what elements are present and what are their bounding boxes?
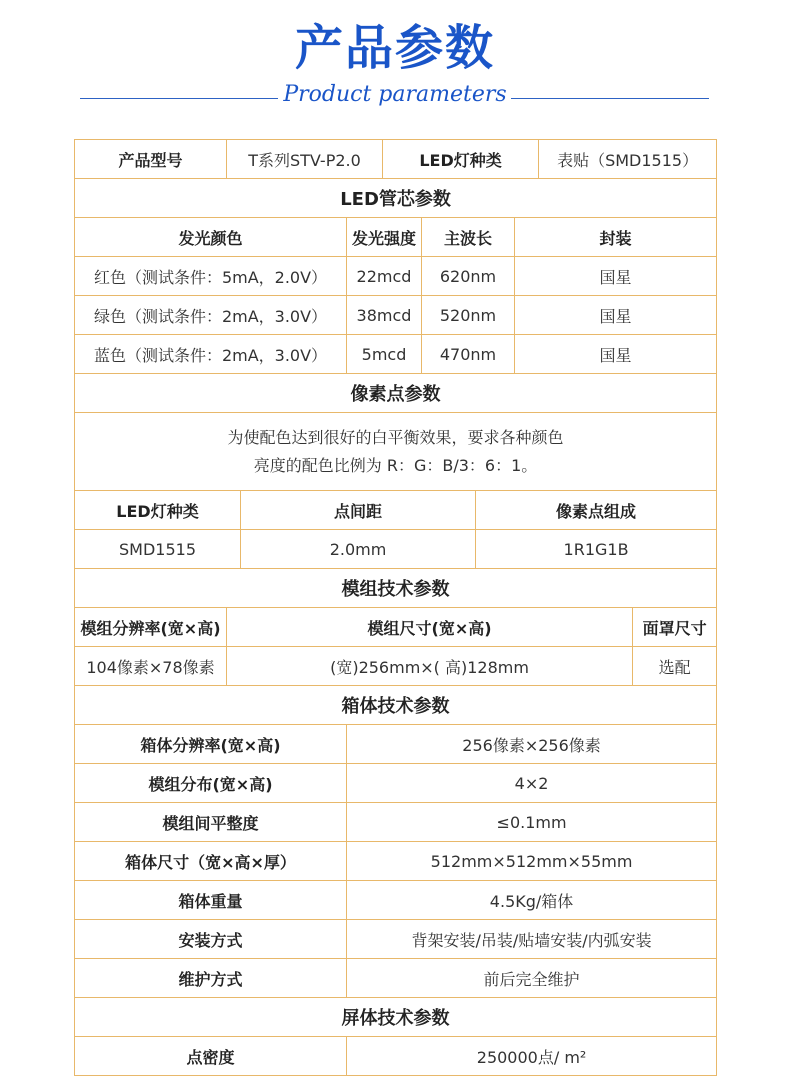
product-row — [75, 140, 717, 179]
row-value: 512mm×512mm×55mm — [347, 842, 717, 881]
column-header: 点间距 — [241, 491, 476, 530]
table-header-row — [75, 218, 717, 257]
page-title: 产品参数 — [294, 20, 495, 76]
table-row — [75, 1037, 717, 1076]
section-title: 屏体技术参数 — [75, 998, 717, 1037]
section-cabinet — [75, 686, 717, 725]
section-title: 模组技术参数 — [75, 569, 717, 608]
column-header: LED灯种类 — [75, 491, 241, 530]
table-cell: 104像素×78像素 — [75, 647, 227, 686]
section-title: 箱体技术参数 — [75, 686, 717, 725]
table-row — [75, 881, 717, 920]
section-screen — [75, 998, 717, 1037]
table-cell: 国星 — [515, 296, 717, 335]
table-cell: 蓝色（测试条件：2mA，3.0V） — [75, 335, 347, 374]
column-header: 面罩尺寸 — [633, 608, 717, 647]
row-label: 维护方式 — [75, 959, 347, 998]
row-label: 箱体重量 — [75, 881, 347, 920]
section-title: LED管芯参数 — [75, 179, 717, 218]
table-cell: 22mcd — [347, 257, 422, 296]
table-cell: 2.0mm — [241, 530, 476, 569]
table-header-row — [75, 491, 717, 530]
row-label: 模组间平整度 — [75, 803, 347, 842]
table-row — [75, 803, 717, 842]
row-value: 256像素×256像素 — [347, 725, 717, 764]
table-row — [75, 647, 717, 686]
table-row — [75, 296, 717, 335]
table-row — [75, 530, 717, 569]
column-header: 发光强度 — [347, 218, 422, 257]
pixel-note-row — [75, 413, 717, 491]
row-label: 安装方式 — [75, 920, 347, 959]
row-value: 前后完全维护 — [347, 959, 717, 998]
pixel-note-line: 亮度的配色比例为 R：G：B/3：6：1。 — [253, 455, 538, 475]
section-pixel — [75, 374, 717, 413]
row-label: 点密度 — [75, 1037, 347, 1076]
table-cell: 620nm — [422, 257, 515, 296]
section-module — [75, 569, 717, 608]
row-label: 箱体尺寸（宽×高×厚） — [75, 842, 347, 881]
column-header: 模组分辨率(宽×高) — [75, 608, 227, 647]
page-header — [0, 0, 790, 138]
table-cell: 470nm — [422, 335, 515, 374]
model-label: 产品型号 — [75, 140, 227, 179]
table-header-row — [75, 608, 717, 647]
table-cell: 选配 — [633, 647, 717, 686]
table-cell: 38mcd — [347, 296, 422, 335]
row-value: 250000点/ m² — [347, 1037, 717, 1076]
column-header: 像素点组成 — [476, 491, 717, 530]
led-type-label: LED灯种类 — [383, 140, 539, 179]
pixel-note-line: 为使配色达到很好的白平衡效果，要求各种颜色 — [227, 427, 564, 447]
table-cell: 5mcd — [347, 335, 422, 374]
table-row — [75, 842, 717, 881]
table-row — [75, 764, 717, 803]
row-value: 背架安装/吊装/贴墙安装/内弧安装 — [347, 920, 717, 959]
table-row — [75, 725, 717, 764]
row-value: ≤0.1mm — [347, 803, 717, 842]
table-cell: 绿色（测试条件：2mA，3.0V） — [75, 296, 347, 335]
table-row — [75, 257, 717, 296]
section-led-core — [75, 179, 717, 218]
table-row — [75, 335, 717, 374]
column-header: 发光颜色 — [75, 218, 347, 257]
table-cell: 1R1G1B — [476, 530, 717, 569]
section-title: 像素点参数 — [75, 374, 717, 413]
row-value: 4.5Kg/箱体 — [347, 881, 717, 920]
page-subtitle: Product parameters — [283, 82, 507, 107]
column-header: 模组尺寸(宽×高) — [227, 608, 633, 647]
table-cell: 国星 — [515, 257, 717, 296]
led-type-value: 表贴（SMD1515） — [539, 140, 717, 179]
table-cell: (宽)256mm×( 高)128mm — [227, 647, 633, 686]
column-header: 主波长 — [422, 218, 515, 257]
column-header: 封装 — [515, 218, 717, 257]
row-value: 4×2 — [347, 764, 717, 803]
table-cell: 国星 — [515, 335, 717, 374]
table-cell: 红色（测试条件：5mA，2.0V） — [75, 257, 347, 296]
table-row — [75, 959, 717, 998]
pixel-note — [75, 413, 717, 491]
table-cell: SMD1515 — [75, 530, 241, 569]
row-label: 模组分布(宽×高) — [75, 764, 347, 803]
model-value: T系列STV-P2.0 — [227, 140, 383, 179]
divider-right — [511, 98, 709, 99]
row-label: 箱体分辨率(宽×高) — [75, 725, 347, 764]
product-parameters-table — [74, 139, 717, 1076]
table-cell: 520nm — [422, 296, 515, 335]
table-row — [75, 920, 717, 959]
